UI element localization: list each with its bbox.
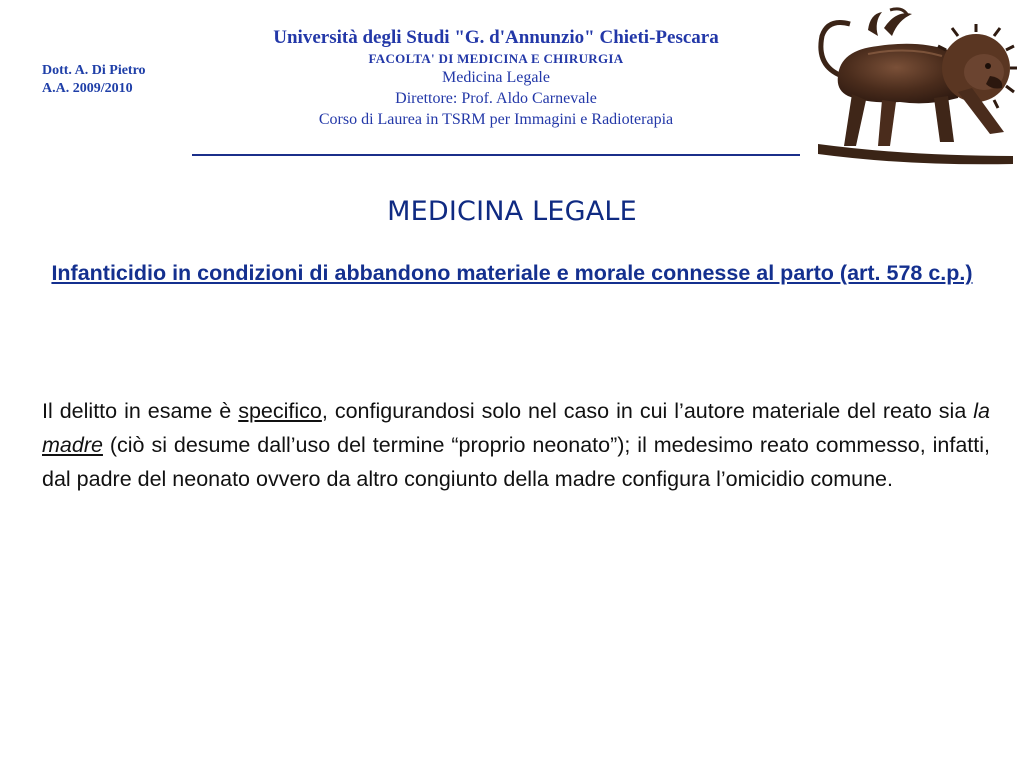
slide-subtitle: Infanticidio in condizioni di abbandono materiale e morale connesse al parto (art. 578 c.p.) <box>51 261 973 285</box>
director-name: Direttore: Prof. Aldo Carnevale <box>395 90 597 107</box>
la-emphasis: la <box>973 399 990 423</box>
body-text-part2: , configurandosi solo nel caso in cui l’autore materiale del reato sia <box>321 399 974 423</box>
body-text-part1: Il delitto in esame è <box>42 399 239 423</box>
author-name: Dott. A. Di Pietro <box>42 63 146 78</box>
slide-header <box>192 26 800 130</box>
slide-title: MEDICINA LEGALE <box>387 196 637 227</box>
university-name: Università degli Studi "G. d'Annunzio" Chieti-Pescara <box>273 27 719 48</box>
header-divider <box>192 154 800 156</box>
department-name: Medicina Legale <box>442 69 550 86</box>
specifico-emphasis: specifico <box>238 399 322 423</box>
faculty-name: FACOLTA' DI MEDICINA E CHIRURGIA <box>368 51 624 66</box>
madre-emphasis: madre <box>42 433 103 457</box>
chimera-bronze-statue-icon <box>808 6 1018 166</box>
author-block <box>42 62 146 98</box>
body-paragraph <box>42 394 990 496</box>
course-name: Corso di Laurea in TSRM per Immagini e Radioterapia <box>318 111 674 128</box>
body-text-part3: (ciò si desume dall’uso del termine “proprio neonato”); il medesimo reato commesso, infatti, dal padre del neonato ovvero da altro congiunto della madre configura l’omicidio comune. <box>42 433 990 491</box>
academic-year: A.A. 2009/2010 <box>42 81 133 96</box>
